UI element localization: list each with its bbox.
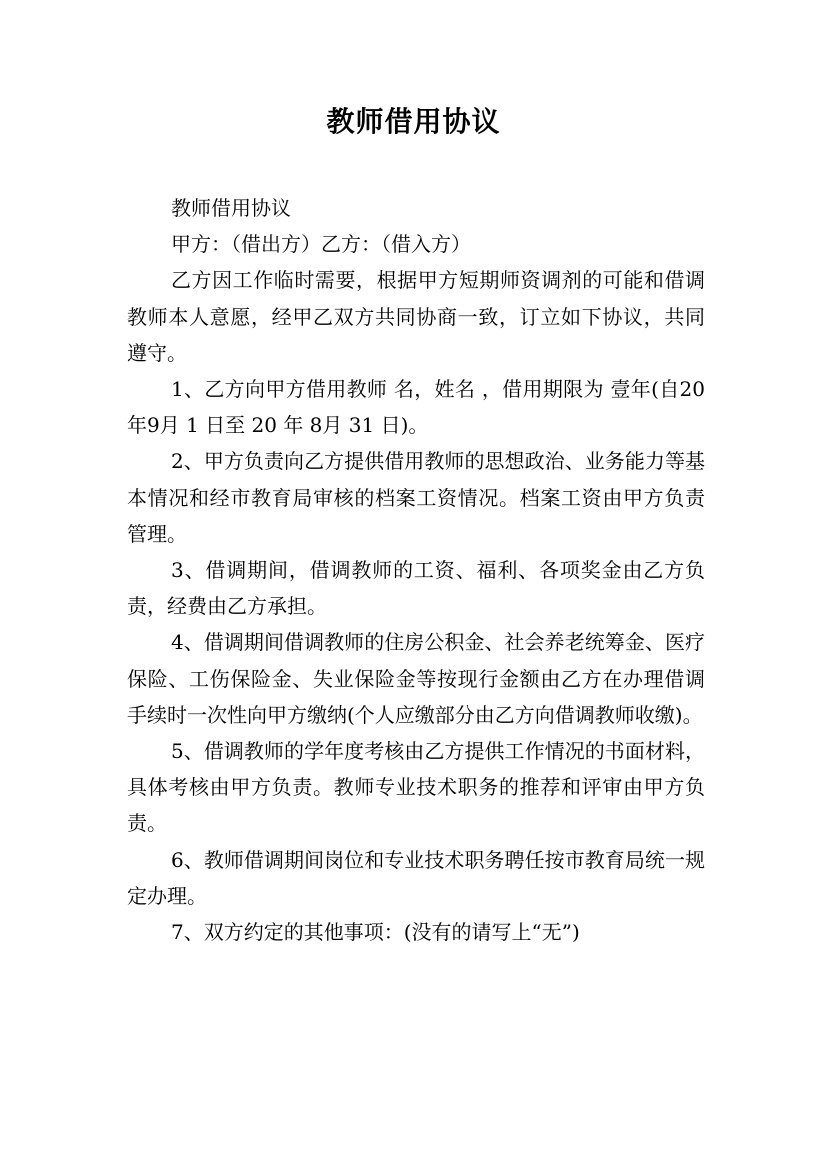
document-title: 教师借用协议 [326, 105, 501, 138]
paragraph-parties: 甲方：（借出方）乙方：（借入方） [171, 232, 471, 257]
paragraph-clause-6: 6、教师借调期间岗位和专业技术职务聘任按市教育局统一规定办理。 [127, 847, 705, 908]
paragraph-clause-7: 7、双方约定的其他事项：(没有的请写上“无”) [171, 920, 580, 945]
document-body [127, 190, 705, 950]
paragraph-heading: 教师借用协议 [171, 196, 291, 220]
paragraph-clause-4: 4、借调期间借调教师的住房公积金、社会养老统筹金、医疗保险、工伤保险金、失业保险金等按现行金额由乙方在办理借调手续时一次性向甲方缴纳(个人应缴部分由乙方向借调教师收缴)。 [127, 630, 705, 727]
paragraph-clause-3: 3、借调期间，借调教师的工资、福利、各项奖金由乙方负责，经费由乙方承担。 [127, 558, 705, 619]
paragraph-clause-5: 5、借调教师的学年度考核由乙方提供工作情况的书面材料，具体考核由甲方负责。教师专业技术职务的推荐和评审由甲方负责。 [127, 739, 705, 836]
paragraph-clause-1: 1、乙方向甲方借用教师 名，姓名 ，借用期限为 壹年(自20 年9月 1 日至 20 年 8月 31 日)。 [127, 377, 705, 438]
paragraph-preamble: 乙方因工作临时需要，根据甲方短期师资调剂的可能和借调教师本人意愿，经甲乙双方共同协商一致，订立如下协议，共同遵守。 [127, 268, 705, 365]
paragraph-clause-2: 2、甲方负责向乙方提供借用教师的思想政治、业务能力等基本情况和经市教育局审核的档案工资情况。档案工资由甲方负责管理。 [127, 449, 705, 546]
